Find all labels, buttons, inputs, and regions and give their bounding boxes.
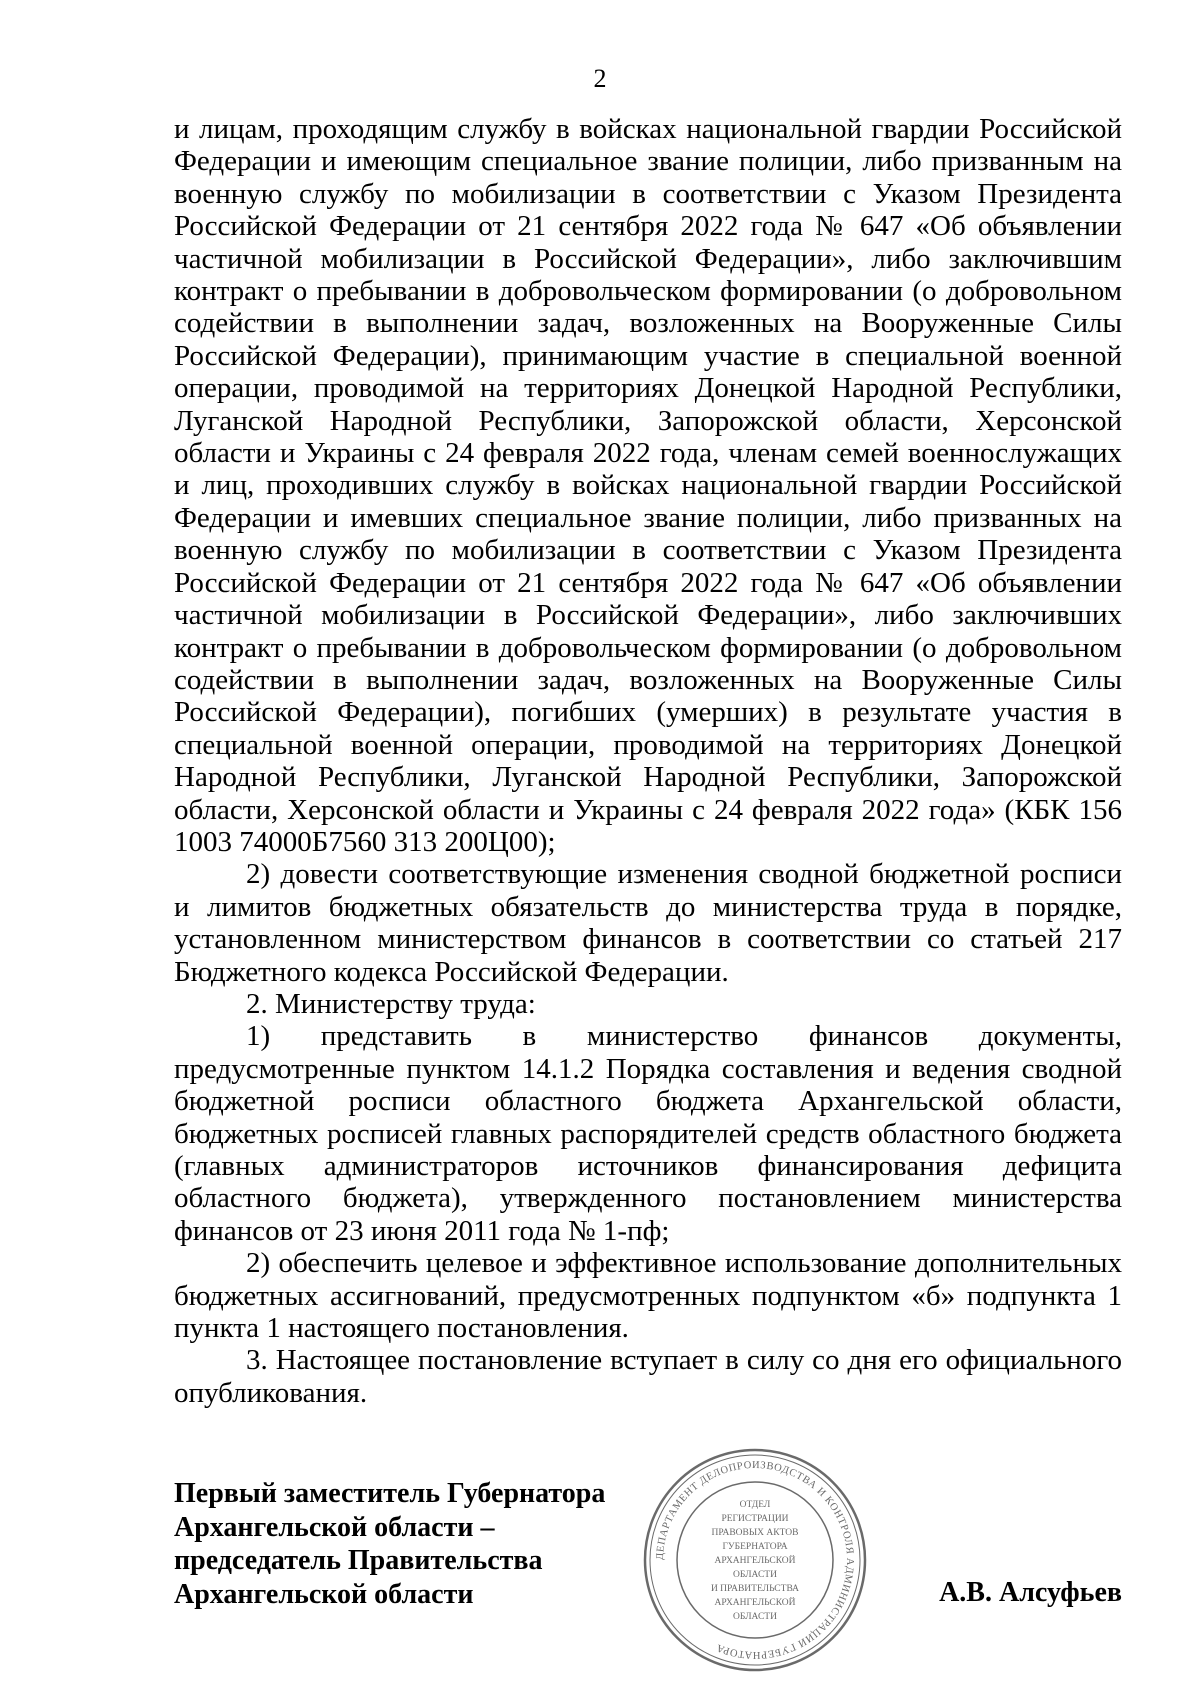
stamp-inner-line: ОБЛАСТИ <box>733 1570 777 1580</box>
paragraph-item-2-subitem-1: 1) представить в министерство финансов документы, предусмотренные пунктом 14.1.2 Порядка составления и ведения сводной бюджетной росписи областного бюджета Архангельской области, бюджетных росписей главных распорядителей средств областного бюджета (главных администраторов источников финансирования дефицита областного бюджета), утвержденного постановлением министерства финансов от 23 июня 2011 года № 1-пф; <box>174 1020 1122 1247</box>
stamp-inner-line: ГУБЕРНАТОРА <box>722 1542 788 1552</box>
signatory-name: А.В. Алсуфьев <box>939 1577 1122 1608</box>
paragraph-item-2: 2. Министерству труда: <box>246 987 536 1020</box>
stamp-inner-line: АРХАНГЕЛЬСКОЙ <box>714 1598 796 1608</box>
signatory-title-line: Архангельской области <box>174 1578 474 1610</box>
signatory-title-line: Первый заместитель Губернатора <box>174 1478 606 1509</box>
stamp-inner-line: ПРАВОВЫХ АКТОВ <box>711 1528 799 1538</box>
signatory-title-line: председатель Правительства <box>174 1545 543 1577</box>
paragraph-subitem-2: 2) довести соответствующие изменения сводной бюджетной росписи и лимитов бюджетных обязательств до министерства труда в порядке, установленном министерством финансов в соответствии со статьей 217 Бюджетного кодекса Российской Федерации. <box>174 858 1122 988</box>
official-stamp <box>640 1445 870 1675</box>
page-number: 2 <box>593 64 607 93</box>
stamp-inner-line: РЕГИСТРАЦИИ <box>721 1514 789 1524</box>
stamp-inner-line: ОБЛАСТИ <box>733 1612 777 1622</box>
paragraph-item-2-subitem-2: 2) обеспечить целевое и эффективное использование дополнительных бюджетных ассигнований, предусмотренных подпунктом «б» подпункта 1 пункта 1 настоящего постановления. <box>174 1247 1122 1345</box>
signatory-title <box>174 1477 654 1611</box>
stamp-inner-line: ОТДЕЛ <box>739 1500 771 1510</box>
stamp-outer-text: ДЕПАРТАМЕНТ ДЕЛОПРОИЗВОДСТВА И КОНТРОЛЯ АДМИНИСТРАЦИИ ГУБЕРНАТОРА <box>654 1459 856 1661</box>
stamp-inner-line: И ПРАВИТЕЛЬСТВА <box>710 1584 800 1594</box>
paragraph-continuation: и лицам, проходящим службу в войсках национальной гвардии Российской Федерации и имеющим специальное звание полиции, либо призванным на военную службу по мобилизации в соответствии с Указом Президента Российской Федерации от 21 сентября 2022 года № 647 «Об объявлении частичной мобилизации в Российской Федерации», либо заключившим контракт о пребывании в добровольческом формировании (о добровольном содействии в выполнении задач, возложенных на Вооруженные Силы Российской Федерации), принимающим участие в специальной военной операции, проводимой на территориях Донецкой Народной Республики, Луганской Народной Республики, Запорожской области, Херсонской области и Украины с 24 февраля 2022 года, членам семей военнослужащих и лиц, проходивших службу в войсках национальной гвардии Российской Федерации и имевших специальное звание полиции, либо призванных на военную службу по мобилизации в соответствии с Указом Президента Российской Федерации от 21 сентября 2022 года № 647 «Об объявлении частичной мобилизации в Российской Федерации», либо заключивших контракт о пребывании в добровольческом формировании (о добровольном содействии в выполнении задач, возложенных на Вооруженные Силы Российской Федерации), погибших (умерших) в результате участия в специальной военной операции, проводимой на территориях Донецкой Народной Республики, Луганской Народной Республики, Запорожской области, Херсонской области и Украины с 24 февраля 2022 года» (КБК 156 1003 74000Б7560 313 200Ц00); <box>174 113 1122 858</box>
stamp-inner-line: АРХАНГЕЛЬСКОЙ <box>714 1556 796 1566</box>
signatory-title-line: Архангельской области – <box>174 1511 495 1543</box>
body-text <box>174 113 1122 1409</box>
paragraph-item-3: 3. Настоящее постановление вступает в силу со дня его официального опубликования. <box>174 1344 1122 1409</box>
